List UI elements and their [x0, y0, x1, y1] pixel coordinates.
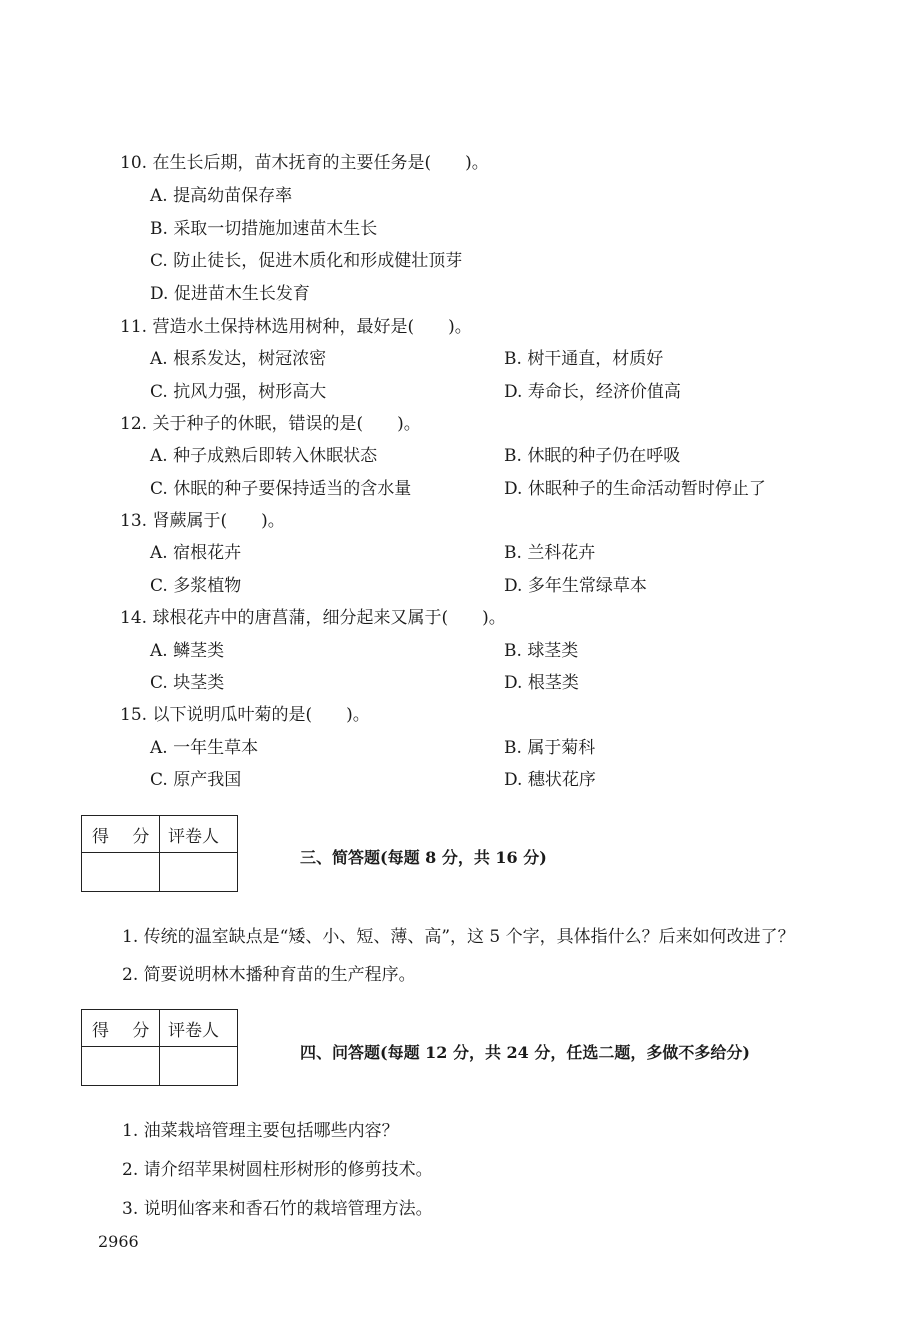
- question-15-option-d: D. 穗状花序: [504, 770, 596, 790]
- question-12-option-c: C. 休眠的种子要保持适当的含水量: [150, 479, 412, 499]
- question-15-option-b: B. 属于菊科: [504, 738, 596, 758]
- question-13-option-a: A. 宿根花卉: [150, 543, 242, 563]
- question-10-option-b: B. 采取一切措施加速苗木生长: [150, 219, 378, 239]
- question-14-option-c: C. 块茎类: [150, 673, 225, 693]
- section-3-title: 三、简答题(每题 8 分，共 16 分): [300, 848, 547, 867]
- score-box-divider: [159, 1010, 160, 1085]
- question-15-option-c: C. 原产我国: [150, 770, 242, 790]
- question-10-option-a: A. 提高幼苗保存率: [150, 186, 293, 206]
- score-box-divider: [82, 852, 237, 853]
- question-13-stem: 13. 肾蕨属于( )。: [120, 511, 285, 531]
- question-11-option-a: A. 根系发达，树冠浓密: [150, 349, 327, 369]
- question-13-option-d: D. 多年生常绿草本: [504, 576, 647, 596]
- score-box-section-4: [81, 1009, 238, 1086]
- question-14-option-b: B. 球茎类: [504, 641, 579, 661]
- question-12-option-a: A. 种子成熟后即转入休眠状态: [150, 446, 378, 466]
- score-box-section-3: [81, 815, 238, 892]
- question-14-stem: 14. 球根花卉中的唐菖蒲，细分起来又属于( )。: [120, 608, 506, 628]
- score-box-divider: [159, 816, 160, 891]
- question-12-option-d: D. 休眠种子的生命活动暂时停止了: [504, 479, 766, 499]
- page-number: 2966: [98, 1232, 139, 1251]
- section-4-question-2: 2. 请介绍苹果树圆柱形树形的修剪技术。: [122, 1160, 433, 1180]
- section-4-title: 四、问答题(每题 12 分，共 24 分，任选二题，多做不多给分): [300, 1043, 750, 1062]
- question-10-option-c: C. 防止徒长，促进木质化和形成健壮顶芽: [150, 251, 463, 271]
- score-box-divider: [82, 1046, 237, 1047]
- score-label: 得 分: [92, 827, 152, 847]
- question-13-option-b: B. 兰科花卉: [504, 543, 596, 563]
- section-3-question-2: 2. 简要说明林木播种育苗的生产程序。: [122, 965, 416, 985]
- grader-label: 评卷人: [168, 827, 219, 847]
- question-10-option-d: D. 促进苗木生长发育: [150, 284, 310, 304]
- section-4-question-3: 3. 说明仙客来和香石竹的栽培管理方法。: [122, 1199, 433, 1219]
- grader-label: 评卷人: [168, 1021, 219, 1041]
- question-12-stem: 12. 关于种子的休眠，错误的是( )。: [120, 414, 421, 434]
- section-4-question-1: 1. 油菜栽培管理主要包括哪些内容？: [122, 1121, 399, 1141]
- question-11-option-c: C. 抗风力强，树形高大: [150, 382, 327, 402]
- score-label: 得 分: [92, 1021, 152, 1041]
- question-11-option-d: D. 寿命长，经济价值高: [504, 382, 681, 402]
- question-10-stem: 10. 在生长后期，苗木抚育的主要任务是( )。: [120, 153, 489, 173]
- section-3-question-1: 1. 传统的温室缺点是“矮、小、短、薄、高”，这 5 个字，具体指什么？后来如何改进了？: [122, 927, 795, 947]
- question-11-stem: 11. 营造水土保持林选用树种，最好是( )。: [120, 317, 472, 337]
- question-13-option-c: C. 多浆植物: [150, 576, 242, 596]
- question-14-option-a: A. 鳞茎类: [150, 641, 225, 661]
- question-14-option-d: D. 根茎类: [504, 673, 579, 693]
- question-12-option-b: B. 休眠的种子仍在呼吸: [504, 446, 681, 466]
- question-15-stem: 15. 以下说明瓜叶菊的是( )。: [120, 705, 370, 725]
- question-11-option-b: B. 树干通直，材质好: [504, 349, 664, 369]
- question-15-option-a: A. 一年生草本: [150, 738, 259, 758]
